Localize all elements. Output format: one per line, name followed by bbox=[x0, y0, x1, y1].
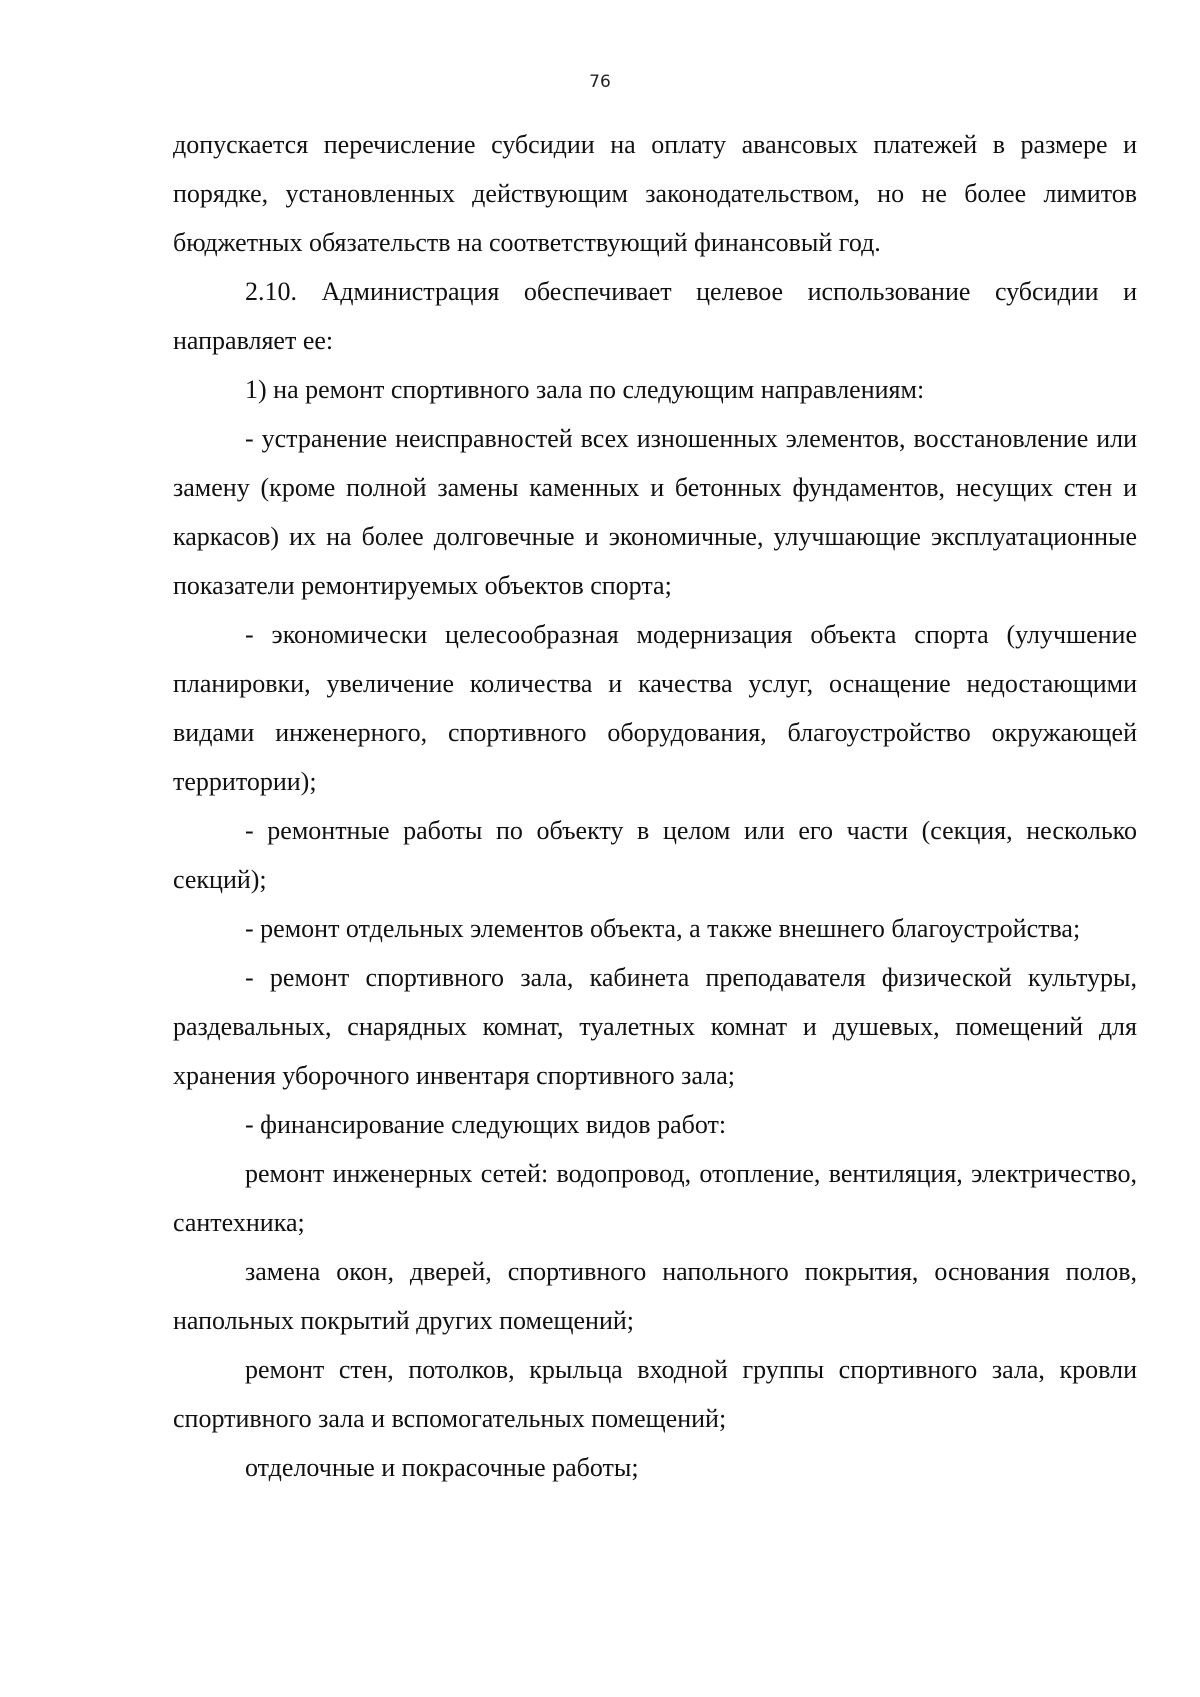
list-item-repair-elements: - ремонт отдельных элементов объекта, а также внешнего благоустройства; bbox=[245, 914, 1081, 943]
paragraph-engineering-networks: ремонт инженерных сетей: водопровод, отопление, вентиляция, электричество, сантехника; bbox=[173, 1159, 1137, 1237]
list-item-repair-hall: - ремонт спортивного зала, кабинета преподавателя физической культуры, раздевальных, снарядных комнат, туалетных комнат и душевых, помещений для хранения уборочного инвентаря спортивного зала; bbox=[173, 963, 1137, 1090]
list-item-modernization: - экономически целесообразная модернизация объекта спорта (улучшение планировки, увеличение количества и качества услуг, оснащение недостающими видами инженерного, спортивного оборудования, благоустройство окружающей территории); bbox=[173, 620, 1137, 796]
list-item-repair-works: - ремонтные работы по объекту в целом или его части (секция, несколько секций); bbox=[173, 816, 1137, 894]
list-item-financing: - финансирование следующих видов работ: bbox=[245, 1110, 727, 1139]
list-item-fix-defects: - устранение неисправностей всех изношенных элементов, восстановление или замену (кроме полной замены каменных и бетонных фундаментов, несущих стен и каркасов) их на более долговечные и экономичные, улучшающие эксплуатационные показатели ремонтируемых объектов спорта; bbox=[173, 424, 1137, 600]
paragraph-walls-ceilings: ремонт стен, потолков, крыльца входной группы спортивного зала, кровли спортивного зала и вспомогательных помещений; bbox=[173, 1355, 1137, 1433]
paragraph-windows-doors: замена окон, дверей, спортивного напольного покрытия, основания полов, напольных покрытий других помещений; bbox=[173, 1257, 1137, 1335]
paragraph-advance-payments: допускается перечисление субсидии на оплату авансовых платежей в размере и порядке, установленных действующим законодательством, но не более лимитов бюджетных обязательств на соответствующий финансовый год. bbox=[173, 130, 1137, 257]
paragraph-2-10: 2.10. Администрация обеспечивает целевое использование субсидии и направляет ее: bbox=[173, 277, 1137, 355]
paragraph-finishing-works: отделочные и покрасочные работы; bbox=[245, 1453, 639, 1482]
paragraph-item-1: 1) на ремонт спортивного зала по следующим направлениям: bbox=[245, 375, 925, 404]
document-body bbox=[173, 120, 1137, 1492]
page-number: 76 bbox=[589, 72, 611, 92]
